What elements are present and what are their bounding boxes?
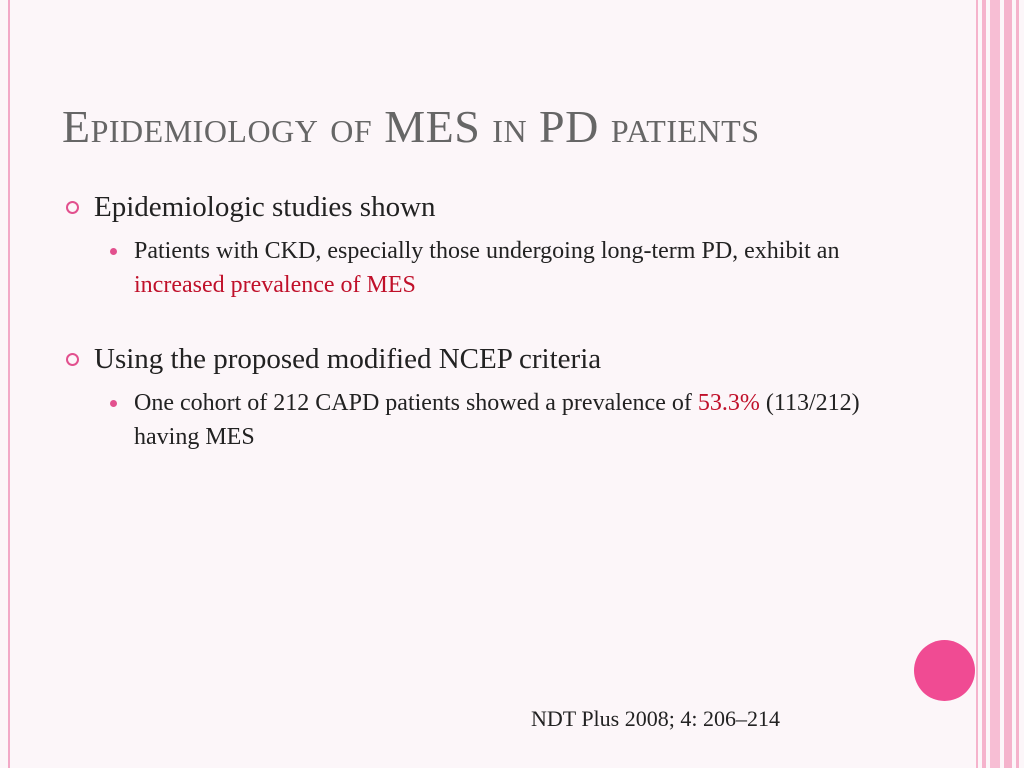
sub-bullet-capd-cohort	[64, 386, 894, 454]
sub-bullet-ckd-patients	[64, 234, 894, 302]
left-border-line	[8, 0, 10, 768]
dot-bullet-icon	[110, 400, 117, 407]
bullet-text: Using the proposed modified NCEP criteria	[94, 343, 602, 375]
dot-bullet-icon	[110, 248, 117, 255]
sub-bullet-text: Patients with CKD, especially those undergoing long-term PD, exhibit an	[134, 238, 840, 264]
highlight-text: increased prevalence of MES	[134, 272, 416, 298]
ring-bullet-icon	[66, 201, 79, 214]
right-border-stripes	[976, 0, 1024, 768]
citation: NDT Plus 2008; 4: 206–214	[531, 706, 780, 731]
ring-bullet-icon	[66, 353, 79, 366]
slide-content	[64, 188, 894, 454]
decorative-circle-icon	[914, 640, 975, 701]
highlight-text: 53.3%	[697, 390, 760, 416]
bullet-ncep-criteria	[64, 340, 894, 378]
sub-bullet-text: One cohort of 212 CAPD patients showed a prevalence of	[134, 390, 698, 416]
sub-bullet-text-after: (113/212) having MES	[134, 390, 860, 450]
slide-title: Epidemiology of MES in PD patients	[62, 101, 760, 152]
bullet-text: Epidemiologic studies shown	[94, 191, 436, 223]
bullet-epidemiologic-studies	[64, 188, 894, 226]
